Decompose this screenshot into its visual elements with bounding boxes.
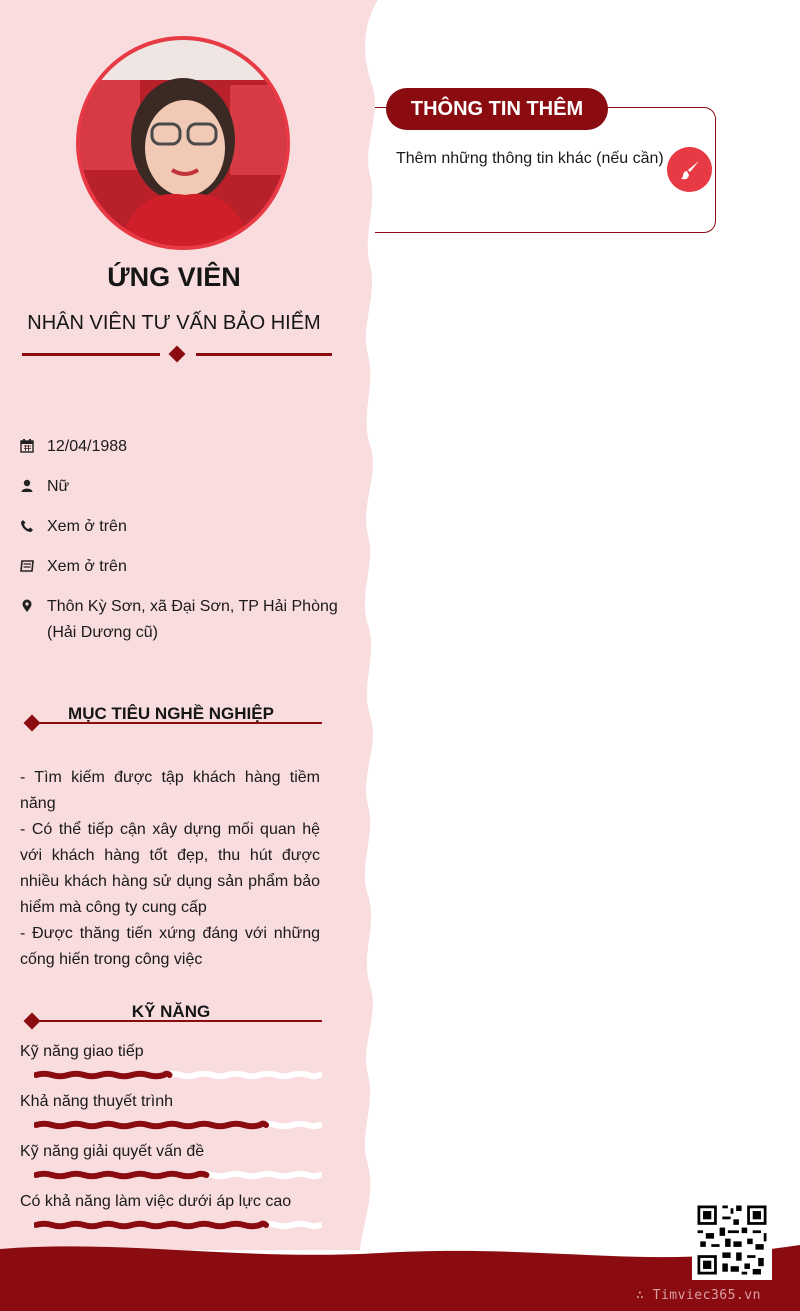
- email-row: [20, 554, 340, 580]
- map-marker-icon: [20, 599, 34, 613]
- skill-item: [20, 1190, 322, 1240]
- objective-title: MỤC TIÊU NGHỀ NGHIỆP: [68, 704, 274, 723]
- name-divider: [22, 347, 332, 363]
- objective-line: - Có thể tiếp cận xây dựng mối quan hệ với khách hàng tốt đẹp, thu hút được nhiều khách hàng sử dụng sản phẩm bảo hiểm mà công ty cung cấp: [20, 821, 320, 916]
- skill-level-bar: [34, 1120, 322, 1130]
- skill-bar-fill: [36, 1224, 266, 1227]
- skills-heading: [20, 1002, 322, 1026]
- objective-heading: [20, 704, 322, 728]
- skill-label: Kỹ năng giải quyết vấn đề: [20, 1143, 205, 1160]
- candidate-name: ỨNG VIÊN: [107, 262, 241, 292]
- paint-brush-icon: [679, 159, 701, 181]
- skills-list: [20, 1040, 322, 1240]
- edit-button[interactable]: [667, 147, 712, 192]
- objective-text: [20, 765, 320, 973]
- avatar[interactable]: [76, 36, 290, 250]
- phone-icon: [20, 519, 34, 533]
- skill-item: [20, 1140, 322, 1190]
- more-info-title: THÔNG TIN THÊM: [386, 88, 608, 130]
- birthday-row: [20, 434, 340, 460]
- skill-label: Có khả năng làm việc dưới áp lực cao: [20, 1193, 292, 1210]
- watermark: ∴ Timviec365.vn: [636, 1288, 761, 1303]
- skill-label: Kỹ năng giao tiếp: [20, 1043, 144, 1060]
- gender-value: Nữ: [47, 478, 70, 495]
- skill-item: [20, 1040, 322, 1090]
- objective-line: - Được thăng tiến xứng đáng với những cống hiến trong công việc: [20, 925, 320, 968]
- address-row: [20, 594, 340, 646]
- phone-value: Xem ở trên: [47, 518, 127, 535]
- skills-title: KỸ NĂNG: [131, 1002, 211, 1021]
- user-icon: [20, 479, 34, 493]
- objective-line: - Tìm kiếm được tập khách hàng tiềm năng: [20, 769, 320, 812]
- calendar-icon: [20, 439, 34, 453]
- skill-label: Khả năng thuyết trình: [20, 1093, 173, 1110]
- qr-code-icon: [692, 1200, 772, 1280]
- skill-level-bar: [34, 1170, 322, 1180]
- skill-level-bar: [34, 1220, 322, 1230]
- birthday-value: 12/04/1988: [47, 438, 128, 455]
- skill-level-bar: [34, 1070, 322, 1080]
- skill-item: [20, 1090, 322, 1140]
- skill-bar-fill: [36, 1174, 206, 1177]
- skill-bar-fill: [36, 1074, 169, 1077]
- diamond-icon: [169, 346, 186, 363]
- phone-row: [20, 514, 340, 540]
- email-value: Xem ở trên: [47, 558, 127, 575]
- email-icon: [20, 559, 34, 573]
- more-info-text[interactable]: Thêm những thông tin khác (nếu cần): [396, 150, 664, 167]
- address-value: Thôn Kỳ Sơn, xã Đại Sơn, TP Hải Phòng (Hải Dương cũ): [47, 598, 338, 641]
- qr-code[interactable]: [692, 1200, 772, 1280]
- skill-bar-fill: [36, 1124, 266, 1127]
- candidate-position: NHÂN VIÊN TƯ VẤN BẢO HIỂM: [27, 312, 321, 334]
- contact-info: [20, 434, 340, 660]
- gender-row: [20, 474, 340, 500]
